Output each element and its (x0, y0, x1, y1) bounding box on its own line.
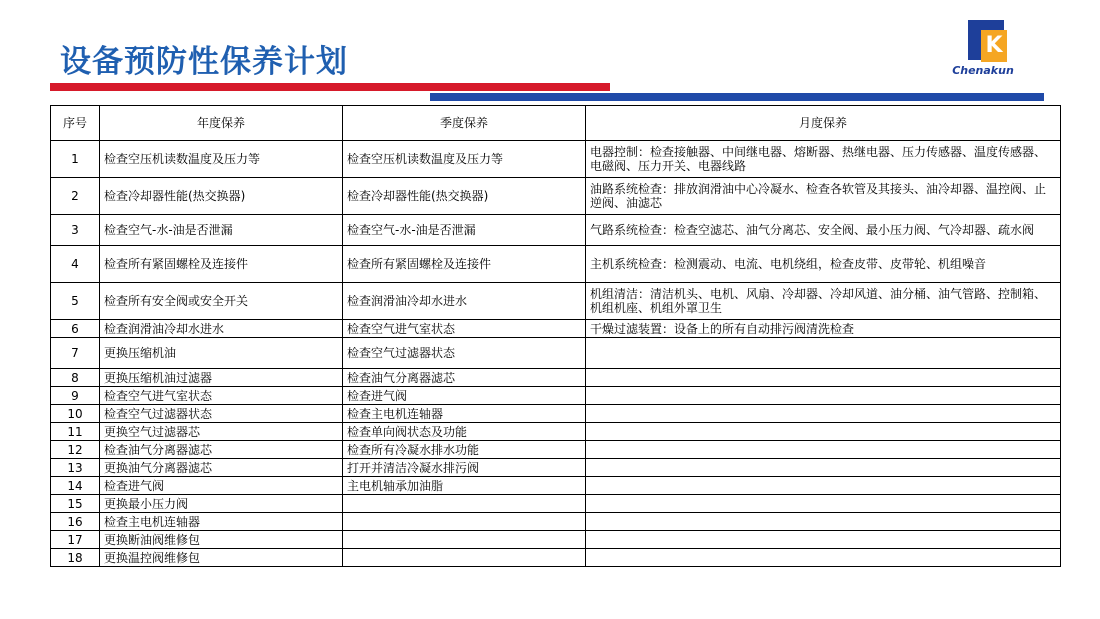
monthly-task (586, 513, 1061, 531)
monthly-task (586, 531, 1061, 549)
row-number: 3 (51, 215, 100, 246)
table-row (51, 369, 1061, 387)
annual-task: 更换压缩机油 (100, 338, 343, 369)
annual-task: 检查主电机连轴器 (100, 513, 343, 531)
quarterly-task: 检查冷却器性能(热交换器) (343, 178, 586, 215)
annual-task: 检查空压机读数温度及压力等 (100, 141, 343, 178)
annual-task: 更换温控阀维修包 (100, 549, 343, 567)
monthly-task: 电器控制：检查接触器、中间继电器、熔断器、热继电器、压力传感器、温度传感器、电磁阀、压力开关、电器线路 (586, 141, 1061, 178)
annual-task: 检查所有紧固螺栓及连接件 (100, 246, 343, 283)
quarterly-task: 检查空压机读数温度及压力等 (343, 141, 586, 178)
table-row (51, 513, 1061, 531)
quarterly-task (343, 513, 586, 531)
table-row (51, 178, 1061, 215)
quarterly-task: 检查所有冷凝水排水功能 (343, 441, 586, 459)
monthly-task (586, 441, 1061, 459)
monthly-task (586, 459, 1061, 477)
header-quarterly: 季度保养 (343, 106, 586, 141)
quarterly-task (343, 531, 586, 549)
header-monthly: 月度保养 (586, 106, 1061, 141)
row-number: 16 (51, 513, 100, 531)
annual-task: 检查润滑油冷却水进水 (100, 320, 343, 338)
annual-task: 更换最小压力阀 (100, 495, 343, 513)
quarterly-task: 检查进气阀 (343, 387, 586, 405)
table-body (51, 141, 1061, 567)
monthly-task (586, 405, 1061, 423)
annual-task: 检查空气进气室状态 (100, 387, 343, 405)
quarterly-task: 检查空气进气室状态 (343, 320, 586, 338)
monthly-task (586, 387, 1061, 405)
table-row (51, 283, 1061, 320)
monthly-task: 干燥过滤装置：设备上的所有自动排污阀清洗检查 (586, 320, 1061, 338)
company-logo (948, 20, 1018, 80)
monthly-task: 机组清洁：清洁机头、电机、风扇、冷却器、冷却风道、油分桶、油气管路、控制箱、机组机座、机组外罩卫生 (586, 283, 1061, 320)
logo-letter: K (981, 30, 1007, 62)
annual-task: 检查所有安全阀或安全开关 (100, 283, 343, 320)
blue-divider (430, 93, 1044, 101)
quarterly-task: 检查主电机连轴器 (343, 405, 586, 423)
quarterly-task: 检查润滑油冷却水进水 (343, 283, 586, 320)
row-number: 12 (51, 441, 100, 459)
table-row (51, 338, 1061, 369)
table-row (51, 549, 1061, 567)
row-number: 4 (51, 246, 100, 283)
row-number: 15 (51, 495, 100, 513)
annual-task: 更换断油阀维修包 (100, 531, 343, 549)
row-number: 2 (51, 178, 100, 215)
annual-task: 更换压缩机油过滤器 (100, 369, 343, 387)
annual-task: 检查油气分离器滤芯 (100, 441, 343, 459)
table-row (51, 423, 1061, 441)
annual-task: 检查进气阀 (100, 477, 343, 495)
row-number: 9 (51, 387, 100, 405)
red-divider (50, 83, 610, 91)
row-number: 17 (51, 531, 100, 549)
table-row (51, 215, 1061, 246)
annual-task: 检查空气过滤器状态 (100, 405, 343, 423)
table-row (51, 246, 1061, 283)
quarterly-task: 检查所有紧固螺栓及连接件 (343, 246, 586, 283)
table-row (51, 387, 1061, 405)
table-row (51, 477, 1061, 495)
row-number: 10 (51, 405, 100, 423)
annual-task: 检查空气-水-油是否泄漏 (100, 215, 343, 246)
table-row (51, 405, 1061, 423)
logo-wordmark: Chenakun (952, 64, 1014, 77)
monthly-task (586, 338, 1061, 369)
quarterly-task (343, 549, 586, 567)
annual-task: 更换油气分离器滤芯 (100, 459, 343, 477)
annual-task: 更换空气过滤器芯 (100, 423, 343, 441)
table-row (51, 495, 1061, 513)
monthly-task (586, 549, 1061, 567)
table-row (51, 531, 1061, 549)
row-number: 7 (51, 338, 100, 369)
row-number: 18 (51, 549, 100, 567)
quarterly-task: 检查空气过滤器状态 (343, 338, 586, 369)
table-row (51, 441, 1061, 459)
quarterly-task: 主电机轴承加油脂 (343, 477, 586, 495)
monthly-task: 气路系统检查：检查空滤芯、油气分离芯、安全阀、最小压力阀、气冷却器、疏水阀 (586, 215, 1061, 246)
monthly-task (586, 423, 1061, 441)
header-annual: 年度保养 (100, 106, 343, 141)
row-number: 11 (51, 423, 100, 441)
quarterly-task: 检查单向阀状态及功能 (343, 423, 586, 441)
table-row (51, 320, 1061, 338)
table-row (51, 459, 1061, 477)
row-number: 14 (51, 477, 100, 495)
header-row (51, 106, 1061, 141)
monthly-task: 油路系统检查：排放润滑油中心冷凝水、检查各软管及其接头、油冷却器、温控阀、止逆阀、油滤芯 (586, 178, 1061, 215)
row-number: 8 (51, 369, 100, 387)
table-row (51, 141, 1061, 178)
quarterly-task: 检查空气-水-油是否泄漏 (343, 215, 586, 246)
row-number: 1 (51, 141, 100, 178)
header-index: 序号 (51, 106, 100, 141)
annual-task: 检查冷却器性能(热交换器) (100, 178, 343, 215)
quarterly-task (343, 495, 586, 513)
monthly-task: 主机系统检查：检测震动、电流、电机绕组，检查皮带、皮带轮、机组噪音 (586, 246, 1061, 283)
maintenance-table (50, 105, 1061, 567)
monthly-task (586, 477, 1061, 495)
monthly-task (586, 495, 1061, 513)
monthly-task (586, 369, 1061, 387)
row-number: 6 (51, 320, 100, 338)
row-number: 5 (51, 283, 100, 320)
quarterly-task: 打开并清洁冷凝水排污阀 (343, 459, 586, 477)
quarterly-task: 检查油气分离器滤芯 (343, 369, 586, 387)
page-title: 设备预防性保养计划 (60, 44, 348, 80)
row-number: 13 (51, 459, 100, 477)
